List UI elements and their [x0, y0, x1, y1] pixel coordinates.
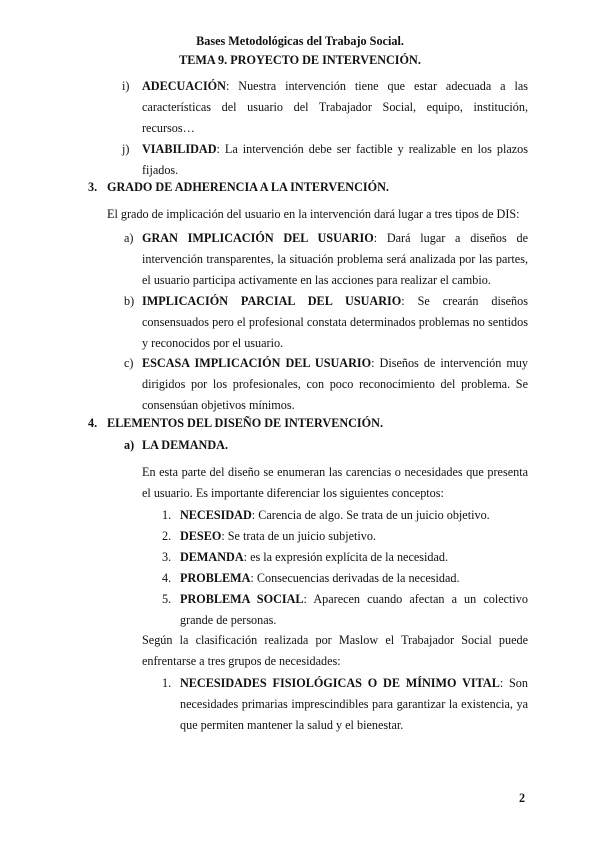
paragraph-demanda: En esta parte del diseño se enumeran las carencias o necesidades que presenta el usuario. Es importante diferenciar los siguientes conceptos:	[142, 465, 528, 501]
list-marker: 2.	[162, 529, 172, 543]
list-marker: 1.	[162, 676, 172, 690]
list-item-necesidades-fisiologicas	[180, 673, 528, 737]
item-term: ESCASA IMPLICACIÓN DEL USUARIO	[142, 356, 372, 370]
list-marker: 3.	[162, 550, 172, 564]
list-item-viabilidad	[142, 139, 528, 181]
list-marker: i)	[122, 79, 130, 93]
item-text: : es la expresión explícita de la necesidad.	[243, 550, 449, 564]
item-text: : La intervención debe ser factible y realizable en los plazos fijados.	[142, 142, 528, 178]
item-term: GRAN IMPLICACIÓN DEL USUARIO	[142, 231, 374, 245]
item-term: NECESIDADES FISIOLÓGICAS O DE MÍNIMO VITAL	[180, 676, 500, 690]
item-term: PROBLEMA SOCIAL	[180, 592, 304, 606]
item-text: : Diseños de intervención muy dirigidos por los profesionales, con poco reconocimiento del problema. Se consensúan objetivos mínimos.	[142, 356, 528, 413]
page-number: 2	[519, 791, 526, 805]
item-text: : Se trata de un juicio subjetivo.	[221, 529, 377, 543]
list-item-problema	[180, 568, 528, 589]
subsection-heading: LA DEMANDA.	[142, 438, 228, 452]
list-item-demanda	[180, 547, 528, 568]
list-marker: a)	[124, 231, 134, 245]
section-number: 4.	[88, 416, 98, 430]
item-text: : Son necesidades primarias imprescindibles para garantizar la existencia, ya que permiten mantener la salud y el bienestar.	[180, 676, 528, 733]
item-term: IMPLICACIÓN PARCIAL DEL USUARIO	[142, 294, 402, 308]
list-marker: c)	[124, 356, 134, 370]
section-heading: ELEMENTOS DEL DISEÑO DE INTERVENCIÓN.	[107, 416, 384, 430]
list-item-deseo	[180, 526, 528, 547]
item-term: ADECUACIÓN	[142, 79, 226, 93]
list-item-problema-social	[180, 589, 528, 631]
list-item-escasa-implicacion	[142, 353, 528, 417]
list-marker: 5.	[162, 592, 172, 606]
section-intro: El grado de implicación del usuario en la intervención dará lugar a tres tipos de DIS:	[107, 207, 520, 221]
section-heading: GRADO DE ADHERENCIA A LA INTERVENCIÓN.	[107, 180, 389, 194]
item-term: DESEO	[180, 529, 222, 543]
list-item-necesidad	[180, 505, 528, 526]
list-item-gran-implicacion	[142, 228, 528, 292]
item-term: DEMANDA	[180, 550, 244, 564]
item-term: NECESIDAD	[180, 508, 252, 522]
list-marker: j)	[122, 142, 130, 156]
item-term: VIABILIDAD	[142, 142, 217, 156]
paragraph-maslow: Según la clasificación realizada por Maslow el Trabajador Social puede enfrentarse a tres grupos de necesidades:	[142, 633, 528, 669]
section-number: 3.	[88, 180, 98, 194]
item-text: : Dará lugar a diseños de intervención transparentes, la situación problema será analizada por las partes, el usuario participa activamente en las acciones para realizar el cambio.	[142, 231, 528, 288]
list-item-implicacion-parcial	[142, 291, 528, 355]
subsection-marker: a)	[124, 438, 135, 452]
item-term: PROBLEMA	[180, 571, 251, 585]
list-marker: 4.	[162, 571, 172, 585]
list-item-adecuacion	[142, 76, 528, 140]
list-marker: b)	[124, 294, 135, 308]
item-text: : Carencia de algo. Se trata de un juicio objetivo.	[251, 508, 490, 522]
list-marker: 1.	[162, 508, 172, 522]
item-text: : Aparecen cuando afectan a un colectivo grande de personas.	[180, 592, 528, 628]
course-title: Bases Metodológicas del Trabajo Social.	[196, 34, 404, 48]
item-text: : Consecuencias derivadas de la necesidad.	[250, 571, 460, 585]
item-text: : Se crearán diseños consensuados pero el profesional constata determinados problemas no sentidos y reconocidos por el usuario.	[142, 294, 528, 351]
item-text: : Nuestra intervención tiene que estar adecuada a las características del usuario del Trabajador Social, equipo, institución, recursos…	[142, 79, 528, 136]
topic-title: TEMA 9. PROYECTO DE INTERVENCIÓN.	[179, 53, 421, 67]
